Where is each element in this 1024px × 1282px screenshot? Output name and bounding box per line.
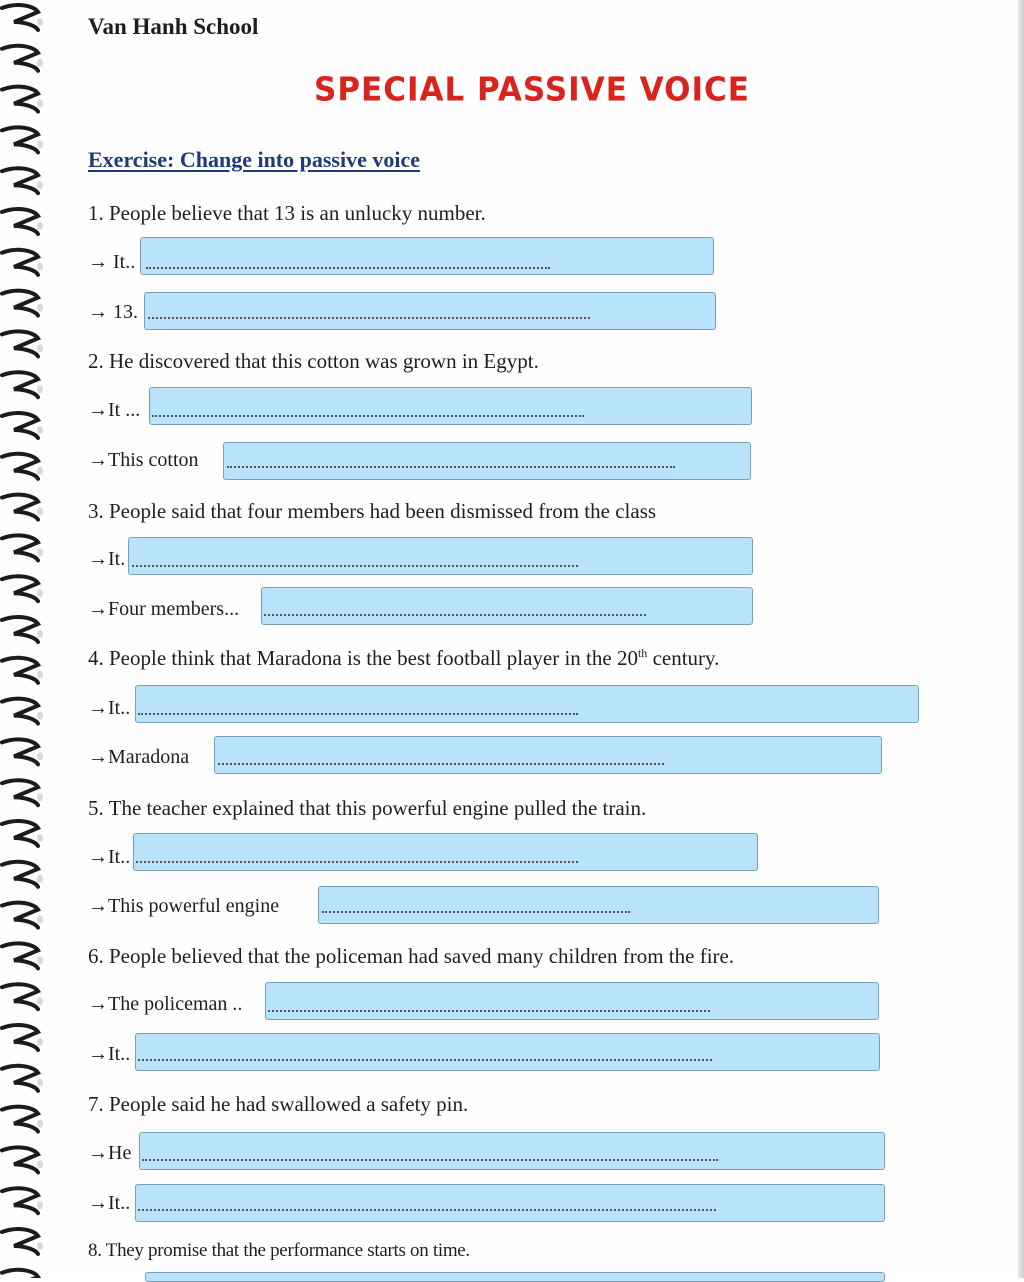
prompt-4b: →Maradona bbox=[88, 746, 190, 768]
spiral-coil bbox=[2, 535, 43, 560]
spiral-coil bbox=[2, 372, 43, 397]
question-4 bbox=[88, 646, 719, 671]
school-name: Van Hanh School bbox=[88, 14, 259, 39]
answer-box-7b[interactable] bbox=[135, 1184, 885, 1222]
prompt-2a: →It ... bbox=[88, 399, 141, 421]
spiral-coil bbox=[2, 943, 43, 968]
dotted-line bbox=[148, 317, 590, 319]
spiral-coil bbox=[2, 209, 43, 234]
spiral-coil bbox=[2, 1188, 43, 1213]
spiral-coil bbox=[2, 1147, 43, 1172]
answer-box-6b[interactable] bbox=[135, 1033, 880, 1071]
spiral-coil bbox=[2, 862, 43, 887]
question-6: 6. People believed that the policeman had saved many children from the fire. bbox=[88, 944, 735, 968]
spiral-coil bbox=[2, 331, 43, 356]
prompt-1b: → 13. bbox=[88, 301, 138, 323]
spiral-coil bbox=[2, 454, 43, 479]
dotted-line bbox=[218, 763, 664, 765]
prompt-7a: →He bbox=[88, 1142, 132, 1164]
dotted-line bbox=[152, 415, 584, 417]
spiral-coil bbox=[2, 127, 43, 152]
spiral-coil bbox=[2, 168, 43, 193]
spiral-coil bbox=[2, 984, 43, 1009]
spiral-coil bbox=[2, 46, 43, 71]
spiral-coil bbox=[2, 617, 43, 642]
question-5: 5. The teacher explained that this powerful engine pulled the train. bbox=[88, 796, 647, 820]
prompt-7b: →It.. bbox=[88, 1192, 131, 1214]
prompt-4a: →It.. bbox=[88, 697, 131, 719]
spiral-binding bbox=[0, 0, 48, 1278]
spiral-coil bbox=[2, 87, 43, 112]
question-2: 2. He discovered that this cotton was grown in Egypt. bbox=[88, 349, 539, 373]
prompt-5a: →It.. bbox=[88, 846, 131, 868]
spiral-coil bbox=[2, 1229, 43, 1254]
spiral-coil bbox=[2, 821, 43, 846]
exercise-heading: Exercise: Change into passive voice bbox=[88, 147, 421, 172]
dotted-line bbox=[268, 1010, 710, 1012]
answer-box-4b[interactable] bbox=[214, 736, 882, 774]
spiral-coil bbox=[2, 780, 43, 805]
dotted-line bbox=[264, 614, 646, 616]
question-4-text-end: century. bbox=[647, 646, 720, 670]
spiral-coil bbox=[2, 5, 43, 30]
spiral-coil bbox=[2, 1025, 43, 1050]
dotted-line bbox=[138, 1209, 716, 1211]
page-edge bbox=[1018, 0, 1024, 1278]
question-3: 3. People said that four members had been dismissed from the class bbox=[88, 499, 657, 523]
spiral-coil bbox=[2, 739, 43, 764]
answer-box-2b[interactable] bbox=[223, 442, 751, 480]
answer-box-5a[interactable] bbox=[133, 833, 758, 871]
question-7: 7. People said he had swallowed a safety pin. bbox=[88, 1092, 469, 1116]
spiral-coil bbox=[2, 495, 43, 520]
question-8: 8. They promise that the performance starts on time. bbox=[88, 1240, 470, 1261]
prompt-3a: →It. bbox=[88, 548, 126, 570]
answer-box-2a[interactable] bbox=[149, 387, 752, 425]
dotted-line bbox=[132, 565, 578, 567]
prompt-1a: → It.. bbox=[88, 251, 136, 273]
dotted-line bbox=[138, 1059, 712, 1061]
dotted-line bbox=[146, 267, 550, 269]
spiral-coil bbox=[2, 1270, 43, 1278]
answer-box-1a[interactable] bbox=[140, 237, 714, 275]
prompt-6b: →It.. bbox=[88, 1043, 131, 1065]
answer-box-6a[interactable] bbox=[265, 982, 879, 1020]
answer-box-4a[interactable] bbox=[135, 685, 919, 723]
answer-box-5b[interactable] bbox=[318, 886, 879, 924]
spiral-coil bbox=[2, 1066, 43, 1091]
prompt-3b: →Four members... bbox=[88, 598, 240, 620]
worksheet-title: SPECIAL PASSIVE VOICE bbox=[314, 71, 750, 109]
spiral-coil bbox=[2, 291, 43, 316]
ordinal-suffix: th bbox=[637, 646, 648, 660]
spiral-coil bbox=[2, 413, 43, 438]
prompt-5b: →This powerful engine bbox=[88, 895, 280, 917]
spiral-coil bbox=[2, 658, 43, 683]
dotted-line bbox=[322, 911, 630, 913]
spiral-coil bbox=[2, 903, 43, 928]
answer-box-7a[interactable] bbox=[139, 1132, 885, 1170]
answer-box-1b[interactable] bbox=[144, 292, 716, 330]
spiral-coil bbox=[2, 699, 43, 724]
spiral-coil bbox=[2, 1107, 43, 1132]
answer-box-8a[interactable] bbox=[145, 1272, 885, 1282]
question-4-text: 4. People think that Maradona is the best football player in the 20 bbox=[88, 646, 638, 670]
spiral-coil bbox=[2, 576, 43, 601]
dotted-line bbox=[142, 1159, 718, 1161]
dotted-line bbox=[136, 861, 578, 863]
question-1: 1. People believe that 13 is an unlucky number. bbox=[88, 201, 486, 225]
prompt-6a: →The policeman .. bbox=[88, 993, 243, 1015]
dotted-line bbox=[138, 713, 578, 715]
spiral-coil bbox=[2, 250, 43, 275]
dotted-line bbox=[227, 466, 675, 468]
answer-box-3b[interactable] bbox=[261, 587, 753, 625]
prompt-2b: →This cotton bbox=[88, 449, 199, 471]
answer-box-3a[interactable] bbox=[128, 537, 753, 575]
